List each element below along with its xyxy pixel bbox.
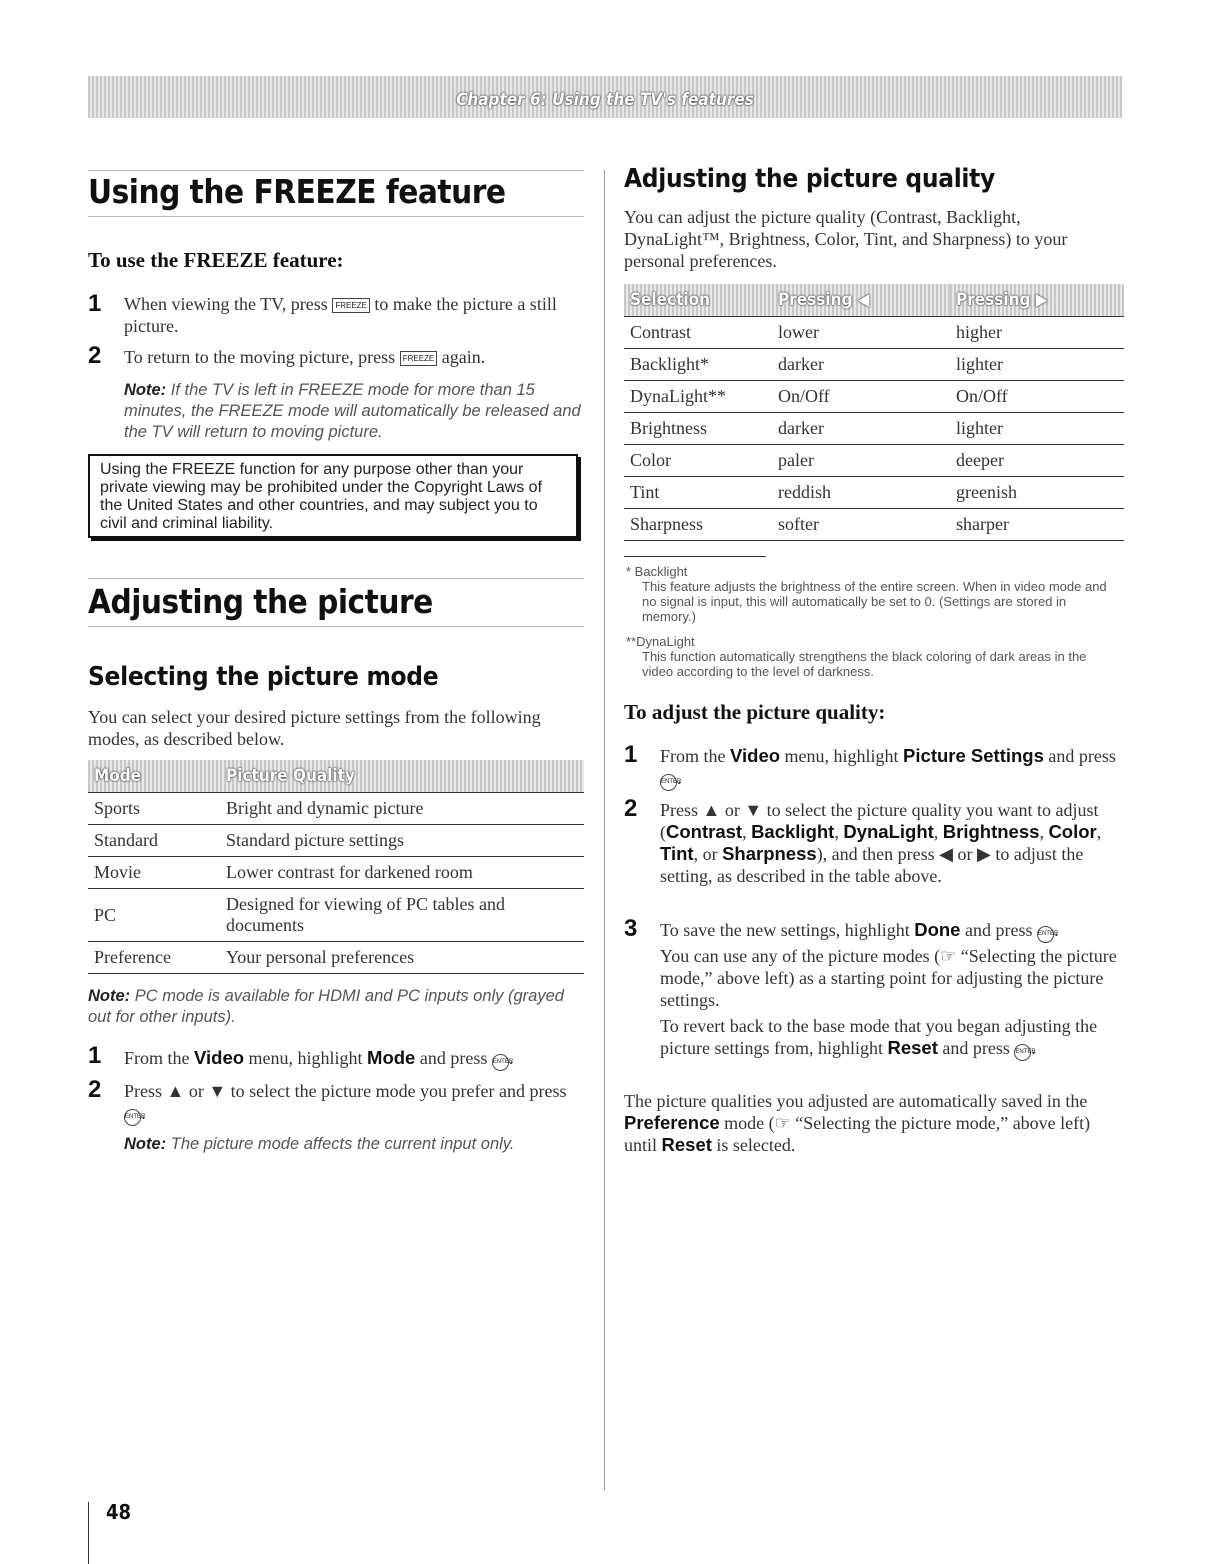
quality-summary [624, 1090, 1120, 1156]
step-number: 1 [88, 290, 102, 317]
preference-label: Preference [624, 1112, 720, 1133]
page-number: 48 [106, 1500, 132, 1524]
step-text: Press ▲ or ▼ to select the picture quality you want to adjust ( [660, 800, 1099, 842]
enter-button-icon: ENTER [124, 1109, 141, 1126]
table-cell: Lower contrast for darkened room [220, 857, 584, 889]
table-header: Selection [624, 284, 772, 317]
step-text: The picture qualities you adjusted are automatically saved in the [624, 1091, 1088, 1111]
section-rule [88, 170, 584, 171]
freeze-step-2 [124, 346, 580, 368]
quality-step-2: Press ▲ or ▼ to select the picture quality you want to adjust (Contrast, Backlight, DynaLight, Brightness, Color, Tint, or Sharpness), and then press ◀ or ▶ to adjust the setting, as described in the table above. [660, 800, 1102, 886]
footnote-text: This feature adjusts the brightness of the entire screen. When in video mode and no signal is input, this will automatically be set to 0. (Settings are stored in memory.) [642, 579, 1107, 624]
table-cell: Bright and dynamic picture [220, 793, 584, 825]
quality-intro: You can adjust the picture quality (Contrast, Backlight, DynaLight™, Brightness, Color, Tint, and Sharpness) to your personal preferences. [624, 207, 1068, 271]
contrast-label: Contrast [666, 821, 743, 842]
section-rule [88, 216, 584, 217]
section-rule [88, 626, 584, 627]
quality-tip-1: You can use any of the picture modes (☞ “Selecting the picture mode,” above left) as a starting point for adjusting the picture settings. [660, 946, 1117, 1010]
table-row [624, 445, 1124, 477]
brightness-label: Brightness [942, 821, 1040, 842]
table-cell: Movie [88, 857, 220, 889]
note-text: PC mode is available for HDMI and PC inputs only (grayed out for other inputs). [88, 987, 564, 1026]
quality-step-1: From the Video menu, highlight Picture Settings and press ENTER. [660, 745, 1122, 791]
done-label: Done [914, 919, 961, 940]
table-cell: On/Off [772, 381, 950, 413]
table-cell: softer [772, 509, 950, 541]
video-menu-label: Video [194, 1047, 245, 1068]
table-row [624, 509, 1124, 541]
table-cell: lighter [950, 349, 1124, 381]
freeze-step-1 [124, 293, 580, 337]
reset-label: Reset [661, 1134, 712, 1155]
footnote-dynalight [626, 634, 1120, 679]
table-cell: Preference [88, 942, 220, 974]
quality-step-3: To save the new settings, highlight Done and press ENTER. [660, 919, 1122, 943]
table-cell: DynaLight** [624, 381, 772, 413]
quality-subhead: To adjust the picture quality: [624, 700, 886, 724]
table-row [88, 825, 584, 857]
note-label: Note: [124, 381, 167, 399]
note-label: Note: [88, 987, 131, 1005]
note-text: The picture mode affects the current input only. [170, 1135, 515, 1153]
mode-intro: You can select your desired picture settings from the following modes, as described below. [88, 707, 541, 749]
reset-label: Reset [887, 1037, 938, 1058]
table-cell: Tint [624, 477, 772, 509]
step-text: menu, highlight [248, 1048, 363, 1068]
step-text: and press [964, 920, 1033, 940]
table-cell: paler [772, 445, 950, 477]
step-text: To save the new settings, highlight [660, 920, 910, 940]
step-text: From the [660, 746, 726, 766]
step-text: ), and then press ◀ or ▶ to adjust the setting, as described in the table above. [660, 844, 1084, 886]
table-cell: Sports [88, 793, 220, 825]
step-number: 1 [624, 741, 638, 768]
step-text: Press ▲ or ▼ to select the picture mode you prefer and press [124, 1081, 567, 1101]
step-text: to make the picture a still picture. [124, 294, 557, 336]
table-cell: deeper [950, 445, 1124, 477]
table-cell: lighter [950, 413, 1124, 445]
table-row [624, 349, 1124, 381]
step-number: 2 [88, 342, 102, 369]
adjusting-title: Adjusting the picture [88, 582, 433, 621]
step-text: From the [124, 1048, 190, 1068]
freeze-key-icon: FREEZE [400, 351, 438, 366]
note-text: If the TV is left in FREEZE mode for more than 15 minutes, the FREEZE mode will automatically be released and the TV will return to moving picture. [124, 381, 581, 441]
freeze-subhead: To use the FREEZE feature: [88, 248, 344, 272]
table-cell: Designed for viewing of PC tables and documents [220, 889, 584, 942]
table-cell: Contrast [624, 317, 772, 349]
mode-step-2: Press ▲ or ▼ to select the picture mode you prefer and press ENTER. [124, 1080, 580, 1126]
freeze-key-icon: FREEZE [332, 298, 370, 313]
note-label: Note: [124, 1135, 167, 1153]
copyright-warning: Using the FREEZE function for any purpose other than your private viewing may be prohibited under the Copyright Laws of the United States and other countries, and may subject you to civil and criminal liability. [88, 454, 578, 538]
chapter-header [88, 76, 1122, 118]
page-number-bar [88, 1502, 89, 1564]
pc-note [88, 986, 584, 1028]
table-cell: On/Off [950, 381, 1124, 413]
picture-settings-label: Picture Settings [903, 745, 1044, 766]
footnote-title: * Backlight [626, 564, 688, 579]
table-cell: higher [950, 317, 1124, 349]
step-number: 2 [88, 1076, 102, 1103]
step-text: and press [942, 1038, 1010, 1058]
enter-button-icon: ENTER [1014, 1044, 1031, 1061]
table-header: Picture Quality [220, 760, 584, 793]
table-row [88, 857, 584, 889]
quality-title: Adjusting the picture quality [624, 164, 995, 194]
step-number: 2 [624, 795, 638, 822]
table-cell: sharper [950, 509, 1124, 541]
footnote-rule [624, 556, 766, 557]
chapter-title: Chapter 6: Using the TV's features [456, 90, 754, 110]
table-cell: reddish [772, 477, 950, 509]
table-row [88, 942, 584, 974]
table-cell: greenish [950, 477, 1124, 509]
section-rule [88, 578, 584, 579]
step-text: When viewing the TV, press [124, 294, 328, 314]
table-cell: Backlight* [624, 349, 772, 381]
table-cell: Sharpness [624, 509, 772, 541]
mode-menu-label: Mode [367, 1047, 416, 1068]
step-text: is selected. [716, 1135, 796, 1155]
step-number: 3 [624, 915, 638, 942]
table-cell: Brightness [624, 413, 772, 445]
table-cell: Standard [88, 825, 220, 857]
table-row [624, 477, 1124, 509]
input-note [124, 1134, 580, 1155]
step-text: To revert back to the base mode that you began adjusting the picture settings from, highlight [660, 1016, 1098, 1058]
mode-table [88, 760, 584, 974]
table-header: Mode [88, 760, 220, 793]
backlight-label: Backlight [751, 821, 835, 842]
step-text: and press [1048, 746, 1116, 766]
column-divider [604, 170, 605, 1490]
enter-button-icon: ENTER [660, 774, 677, 791]
table-row [624, 381, 1124, 413]
mode-step-1: From the Video menu, highlight Mode and press ENTER. [124, 1047, 580, 1071]
mode-title: Selecting the picture mode [88, 662, 439, 692]
enter-button-icon: ENTER [1037, 926, 1054, 943]
table-header-row [624, 284, 1124, 317]
table-cell: Your personal preferences [220, 942, 584, 974]
table-cell: darker [772, 349, 950, 381]
step-text: again. [441, 347, 486, 367]
table-cell: darker [772, 413, 950, 445]
table-cell: lower [772, 317, 950, 349]
enter-button-icon: ENTER [492, 1054, 509, 1071]
table-cell: Standard picture settings [220, 825, 584, 857]
table-header: Pressing ◀ [772, 284, 950, 317]
sharpness-label: Sharpness [722, 843, 817, 864]
table-row [624, 317, 1124, 349]
table-cell: PC [88, 889, 220, 942]
step-number: 1 [88, 1042, 102, 1069]
table-header-row [88, 760, 584, 793]
table-row [624, 413, 1124, 445]
video-menu-label: Video [730, 745, 781, 766]
table-header: Pressing ▶ [950, 284, 1124, 317]
freeze-title: Using the FREEZE feature [88, 172, 506, 211]
step-text: menu, highlight [784, 746, 899, 766]
step-text: mode (☞ “Selecting the picture mode,” above left) until [624, 1113, 1091, 1155]
step-text: and press [419, 1048, 488, 1068]
footnote-title: **DynaLight [626, 634, 695, 649]
table-row [88, 793, 584, 825]
quality-tip-2: To revert back to the base mode that you began adjusting the picture settings from, highlight Reset and press ENTER. [660, 1015, 1122, 1061]
table-cell: Color [624, 445, 772, 477]
dynalight-label: DynaLight [843, 821, 934, 842]
tint-label: Tint [660, 843, 694, 864]
quality-table [624, 284, 1124, 541]
step-text: or [702, 844, 718, 864]
table-row [88, 889, 584, 942]
footnote-backlight [626, 564, 1120, 624]
color-label: Color [1048, 821, 1097, 842]
step-text: To return to the moving picture, press [124, 347, 396, 367]
freeze-note [124, 380, 586, 443]
footnote-text: This function automatically strengthens the black coloring of dark areas in the video according to the level of darkness. [642, 649, 1087, 679]
